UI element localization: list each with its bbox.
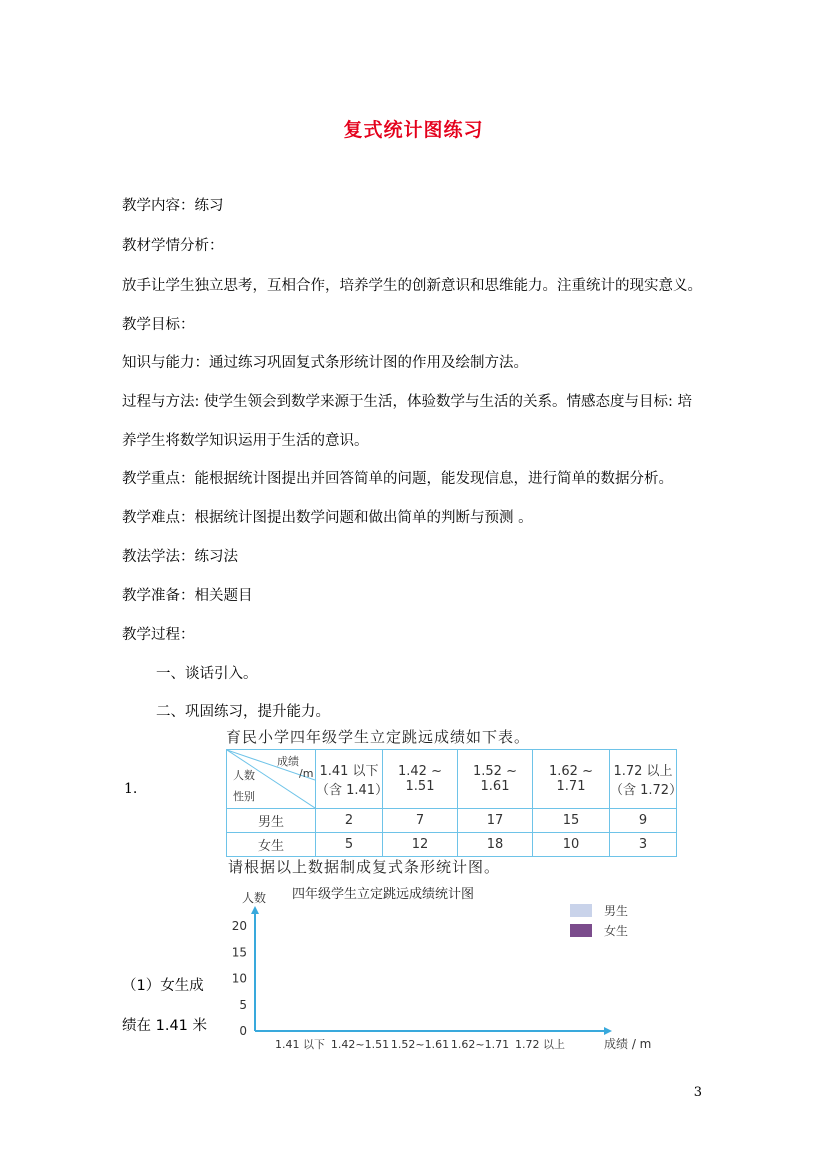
column-header: 1.42 ~ 1.51 <box>383 750 458 809</box>
table-cell: 18 <box>458 833 533 857</box>
text-line-knowledge: 知识与能力：通过练习巩固复式条形统计图的作用及绘制方法。 <box>122 355 528 371</box>
text-line-process-cont: 养学生将数学知识运用于生活的意识。 <box>122 433 369 449</box>
table-cell: 5 <box>316 833 383 857</box>
y-tick-label: 10 <box>231 971 247 986</box>
text-line-process: 过程与方法: 使学生领会到数学来源于生活，体验数学与生活的关系。情感态度与目标: 培 <box>122 394 692 410</box>
question-number: 1. <box>124 781 138 797</box>
column-header: 1.41 以下 （含 1.41） <box>316 750 383 809</box>
text-line-method: 教法学法：练习法 <box>122 549 238 565</box>
x-tick-label: 1.41 以下 <box>275 1038 325 1051</box>
table-cell: 9 <box>610 809 677 833</box>
text-line-key-point: 教学重点：能根据统计图提出并回答简单的问题，能发现信息，进行简单的数据分析。 <box>122 471 673 487</box>
corner-label-gender: 性别 <box>233 790 255 803</box>
column-header: 1.62 ~ 1.71 <box>533 750 610 809</box>
y-tick-label: 20 <box>231 919 247 933</box>
empty-bar-chart <box>220 878 660 1058</box>
legend-swatch <box>570 904 592 917</box>
y-tick-label: 5 <box>239 997 247 1012</box>
row-label-girls: 女生 <box>227 833 316 857</box>
text-line-preparation: 教学准备：相关题目 <box>122 588 253 604</box>
chart-instruction: 请根据以上数据制成复式条形统计图。 <box>228 858 501 876</box>
text-line-difficulty: 教学难点：根据统计图提出数学问题和做出简单的判断与预测 。 <box>122 510 533 526</box>
table-cell: 3 <box>610 833 677 857</box>
text-line-analysis: 放手让学生独立思考，互相合作，培养学生的创新意识和思维能力。注重统计的现实意义。 <box>122 278 702 294</box>
corner-label-count: 人数 <box>233 769 255 782</box>
x-tick-label: 1.52~1.61 <box>390 1038 450 1051</box>
y-axis-label: 人数 <box>242 891 267 905</box>
legend-label: 男生 <box>604 904 629 918</box>
row-label-boys: 男生 <box>227 809 316 833</box>
y-axis-arrow <box>251 906 259 914</box>
legend-label: 女生 <box>604 924 629 938</box>
table-cell: 15 <box>533 809 610 833</box>
table-heading: 育民小学四年级学生立定跳远成绩如下表。 <box>226 728 531 746</box>
x-axis-label: 成绩 / m <box>604 1037 652 1051</box>
x-tick-label: 1.42~1.51 <box>330 1038 390 1051</box>
x-tick-label: 1.72 以上 <box>515 1038 565 1051</box>
table-corner-cell <box>227 750 316 809</box>
x-tick-label: 1.62~1.71 <box>450 1038 510 1051</box>
table-cell: 17 <box>458 809 533 833</box>
score-table <box>226 749 683 857</box>
document-title: 复式统计图练习 <box>343 119 484 141</box>
text-line-step-1: 一、谈话引入。 <box>156 666 258 682</box>
text-line-step-2: 二、巩固练习，提升能力。 <box>156 704 330 720</box>
y-tick-label: 0 <box>239 1024 247 1038</box>
table-cell: 2 <box>316 809 383 833</box>
side-text-girls-score: （1）女生成 <box>122 978 204 994</box>
x-axis-arrow <box>604 1027 612 1035</box>
corner-label-score: 成绩 <box>277 755 299 768</box>
page-number: 3 <box>693 1085 702 1100</box>
text-line-content: 教学内容：练习 <box>122 198 224 214</box>
table-cell: 12 <box>383 833 458 857</box>
column-header: 1.52 ~ 1.61 <box>458 750 533 809</box>
column-header: 1.72 以上 （含 1.72） <box>610 750 677 809</box>
y-tick-label: 15 <box>231 945 247 960</box>
table-cell: 10 <box>533 833 610 857</box>
chart-title: 四年级学生立定跳远成绩统计图 <box>292 887 475 902</box>
corner-label-unit: /m <box>299 767 314 780</box>
text-line-goals-label: 教学目标： <box>122 317 195 333</box>
text-line-analysis-label: 教材学情分析： <box>122 238 224 254</box>
text-line-procedure: 教学过程： <box>122 627 195 643</box>
side-text-girls-score-cont: 绩在 1.41 米 <box>122 1018 208 1034</box>
table-cell: 7 <box>383 809 458 833</box>
legend-swatch <box>570 924 592 937</box>
